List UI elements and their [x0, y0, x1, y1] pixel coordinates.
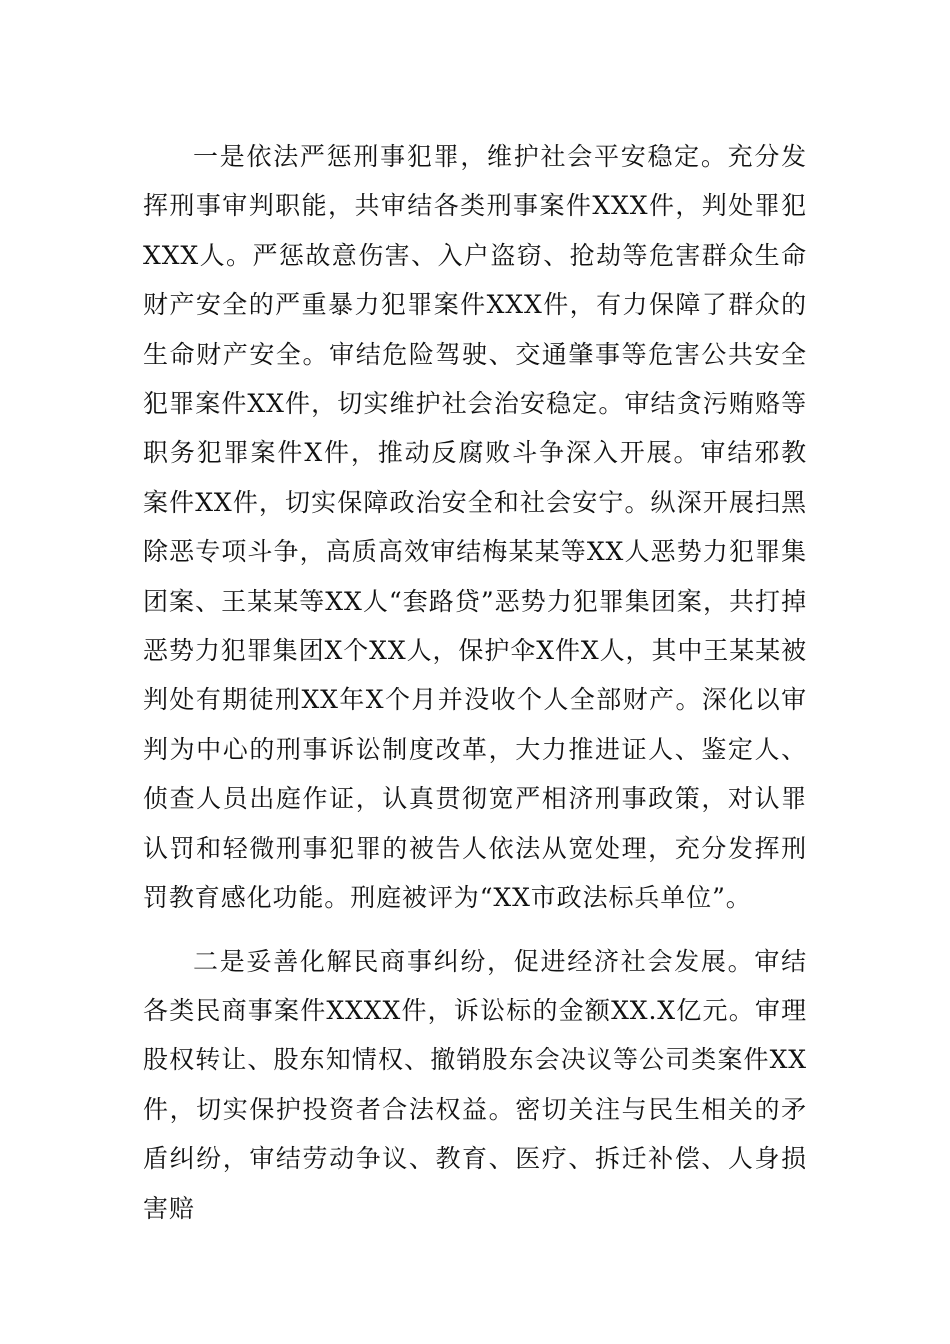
paragraph-criminal-trials: 一是依法严惩刑事犯罪，维护社会平安稳定。充分发挥刑事审判职能，共审结各类刑事案件XXX件，判处罪犯XXX人。严惩故意伤害、入户盗窃、抢劫等危害群众生命财产安全的严重暴力犯罪案件XXX件，有力保障了群众的生命财产安全。审结危险驾驶、交通肇事等危害公共安全犯罪案件XX件，切实维护社会治安稳定。审结贪污贿赂等职务犯罪案件X件，推动反腐败斗争深入开展。审结邪教案件XX件，切实保障政治安全和社会安宁。纵深开展扫黑除恶专项斗争，高质高效审结梅某某等XX人恶势力犯罪集团案、王某某等XX人“套路贷”恶势力犯罪集团案，共打掉恶势力犯罪集团X个XX人，保护伞X件X人，其中王某某被判处有期徒刑XX年X个月并没收个人全部财产。深化以审判为中心的刑事诉讼制度改革，大力推进证人、鉴定人、侦查人员出庭作证，认真贯彻宽严相济刑事政策，对认罪认罚和轻微刑事犯罪的被告人依法从宽处理，充分发挥刑罚教育感化功能。刑庭被评为“XX市政法标兵单位”。 [143, 142, 807, 913]
document-body [143, 132, 807, 1247]
paragraph-civil-commercial: 二是妥善化解民商事纠纷，促进经济社会发展。审结各类民商事案件XXXX件，诉讼标的金额XX.X亿元。审理股权转让、股东知情权、撤销股东会决议等公司类案件XX件，切实保护投资者合法权益。密切关注与民生相关的矛盾纠纷，审结劳动争议、教育、医疗、拆迁补偿、人身损害赔 [143, 946, 807, 1223]
